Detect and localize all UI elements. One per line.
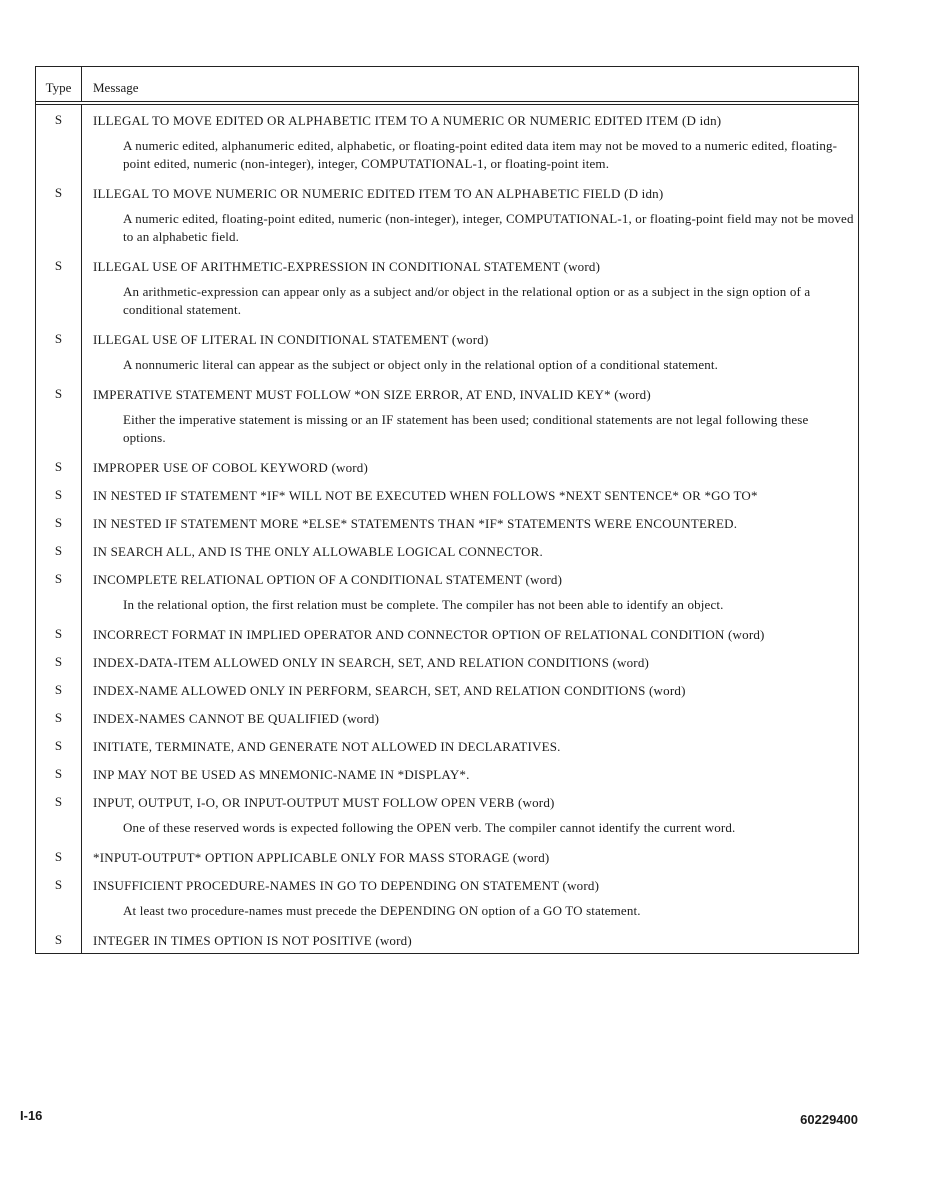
message-type: S — [36, 731, 82, 759]
message-detail: One of these reserved words is expected following the OPEN verb. The compiler cannot identify the current word. — [123, 820, 736, 835]
header-message: Message — [93, 80, 139, 95]
message-title: IN NESTED IF STATEMENT *IF* WILL NOT BE EXECUTED WHEN FOLLOWS *NEXT SENTENCE* OR *GO TO* — [93, 488, 758, 503]
table-row — [36, 787, 858, 842]
table-row — [36, 452, 858, 480]
message-type: S — [36, 105, 82, 178]
message-type: S — [36, 251, 82, 324]
message-title: *INPUT-OUTPUT* OPTION APPLICABLE ONLY FOR MASS STORAGE (word) — [93, 850, 550, 865]
message-type: S — [36, 925, 82, 953]
table-row — [36, 564, 858, 619]
table-row — [36, 379, 858, 452]
table-row — [36, 508, 858, 536]
message-table — [35, 66, 859, 954]
table-row — [36, 703, 858, 731]
table-body — [36, 105, 858, 953]
message-title: INSUFFICIENT PROCEDURE-NAMES IN GO TO DEPENDING ON STATEMENT (word) — [93, 878, 600, 893]
table-row — [36, 731, 858, 759]
table-row — [36, 675, 858, 703]
table-row — [36, 619, 858, 647]
message-type: S — [36, 324, 82, 379]
message-title: ILLEGAL TO MOVE EDITED OR ALPHABETIC ITEM TO A NUMERIC OR NUMERIC EDITED ITEM (D idn) — [93, 113, 722, 128]
message-type: S — [36, 452, 82, 480]
message-type: S — [36, 675, 82, 703]
message-detail: At least two procedure-names must precede the DEPENDING ON option of a GO TO statement. — [123, 903, 641, 918]
message-cell — [82, 452, 858, 480]
message-type: S — [36, 703, 82, 731]
message-title: INCOMPLETE RELATIONAL OPTION OF A CONDITIONAL STATEMENT (word) — [93, 572, 563, 587]
message-type: S — [36, 759, 82, 787]
message-cell — [82, 787, 858, 842]
table-row — [36, 870, 858, 925]
message-cell — [82, 379, 858, 452]
message-detail: An arithmetic-expression can appear only as a subject and/or object in the relational option or as a subject in the sign option of a conditional statement. — [123, 284, 811, 317]
table-header — [36, 67, 858, 105]
message-type: S — [36, 870, 82, 925]
message-cell — [82, 870, 858, 925]
message-type: S — [36, 647, 82, 675]
message-type: S — [36, 178, 82, 251]
message-type: S — [36, 379, 82, 452]
message-detail: Either the imperative statement is missing or an IF statement has been used; conditional statements are not legal following these options. — [123, 412, 809, 445]
message-type: S — [36, 508, 82, 536]
message-title: INDEX-DATA-ITEM ALLOWED ONLY IN SEARCH, SET, AND RELATION CONDITIONS (word) — [93, 655, 650, 670]
message-cell — [82, 105, 858, 178]
message-cell — [82, 508, 858, 536]
message-detail: A nonnumeric literal can appear as the subject or object only in the relational option of a conditional statement. — [123, 357, 719, 372]
header-type: Type — [36, 67, 82, 101]
table-row — [36, 842, 858, 870]
message-cell — [82, 703, 858, 731]
document-number: 60229400 — [800, 1112, 858, 1127]
message-title: IN NESTED IF STATEMENT MORE *ELSE* STATEMENTS THAN *IF* STATEMENTS WERE ENCOUNTERED. — [93, 516, 738, 531]
message-cell — [82, 178, 858, 251]
message-type: S — [36, 536, 82, 564]
message-type: S — [36, 842, 82, 870]
message-cell — [82, 619, 858, 647]
message-cell — [82, 647, 858, 675]
message-cell — [82, 324, 858, 379]
message-cell — [82, 564, 858, 619]
message-detail: A numeric edited, floating-point edited, numeric (non-integer), integer, COMPUTATIONAL-1, or floating-point field may not be moved to an alphabetic field. — [123, 211, 854, 244]
message-title: INITIATE, TERMINATE, AND GENERATE NOT ALLOWED IN DECLARATIVES. — [93, 739, 561, 754]
message-type: S — [36, 787, 82, 842]
message-title: IMPROPER USE OF COBOL KEYWORD (word) — [93, 460, 369, 475]
message-title: ILLEGAL USE OF ARITHMETIC-EXPRESSION IN CONDITIONAL STATEMENT (word) — [93, 259, 601, 274]
message-title: INDEX-NAME ALLOWED ONLY IN PERFORM, SEARCH, SET, AND RELATION CONDITIONS (word) — [93, 683, 686, 698]
message-title: ILLEGAL TO MOVE NUMERIC OR NUMERIC EDITED ITEM TO AN ALPHABETIC FIELD (D idn) — [93, 186, 664, 201]
message-cell — [82, 251, 858, 324]
message-title: INPUT, OUTPUT, I-O, OR INPUT-OUTPUT MUST FOLLOW OPEN VERB (word) — [93, 795, 555, 810]
message-title: INP MAY NOT BE USED AS MNEMONIC-NAME IN *DISPLAY*. — [93, 767, 470, 782]
table-row — [36, 480, 858, 508]
page-number: I-16 — [20, 1108, 43, 1123]
message-title: IMPERATIVE STATEMENT MUST FOLLOW *ON SIZE ERROR, AT END, INVALID KEY* (word) — [93, 387, 651, 402]
message-detail: In the relational option, the first relation must be complete. The compiler has not been able to identify an object. — [123, 597, 724, 612]
message-type: S — [36, 564, 82, 619]
message-title: ILLEGAL USE OF LITERAL IN CONDITIONAL STATEMENT (word) — [93, 332, 489, 347]
message-title: INTEGER IN TIMES OPTION IS NOT POSITIVE (word) — [93, 933, 412, 948]
message-title: IN SEARCH ALL, AND IS THE ONLY ALLOWABLE LOGICAL CONNECTOR. — [93, 544, 543, 559]
table-row — [36, 647, 858, 675]
message-cell — [82, 925, 858, 953]
table-row — [36, 759, 858, 787]
table-row — [36, 925, 858, 953]
table-row — [36, 178, 858, 251]
message-cell — [82, 842, 858, 870]
table-row — [36, 251, 858, 324]
message-type: S — [36, 480, 82, 508]
message-detail: A numeric edited, alphanumeric edited, alphabetic, or floating-point edited data item may not be moved to a numeric edited, floating-point edited, numeric (non-integer), integer, COMPUTATIONAL-1, or floating-point item. — [123, 138, 838, 171]
message-cell — [82, 675, 858, 703]
table-row — [36, 105, 858, 178]
message-cell — [82, 536, 858, 564]
table-row — [36, 324, 858, 379]
message-type: S — [36, 619, 82, 647]
message-cell — [82, 480, 858, 508]
message-cell — [82, 731, 858, 759]
message-title: INDEX-NAMES CANNOT BE QUALIFIED (word) — [93, 711, 380, 726]
table-row — [36, 536, 858, 564]
message-title: INCORRECT FORMAT IN IMPLIED OPERATOR AND CONNECTOR OPTION OF RELATIONAL CONDITION (word) — [93, 627, 765, 642]
message-cell — [82, 759, 858, 787]
